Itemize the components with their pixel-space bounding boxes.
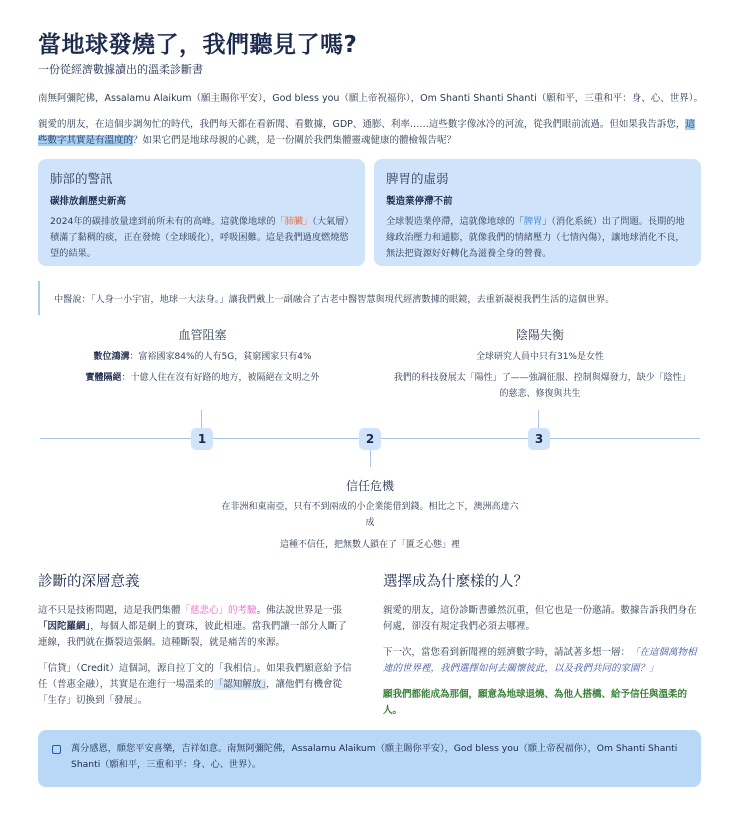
keyword-indra-net: 「因陀羅網」	[38, 621, 91, 632]
section-title: 診斷的深層意義	[38, 574, 140, 590]
text: 下一次，當您看到新聞裡的經濟數字時，請試著多想一層：	[383, 647, 631, 658]
timeline-tick	[370, 449, 371, 467]
timeline-item-2	[215, 477, 525, 553]
text: ，每個人都是網上的寶珠，彼此相連。當我們讓一部分人斷了連線，我們就在撕裂這張網。這種斷裂，就是痛苦的來源。	[38, 621, 347, 648]
note-icon	[52, 745, 61, 754]
timeline-node-1: 1	[191, 428, 213, 450]
intro-text-end: ？如果它們是地球母親的心跳，是一份關於我們集體靈魂健康的體檢報告呢？	[133, 135, 457, 146]
footer-blessing	[38, 730, 701, 787]
card-text	[50, 214, 353, 262]
timeline-node-3: 3	[528, 428, 550, 450]
card-title: 肺部的警訊	[50, 171, 113, 186]
quote-text: 中醫說：「人身一小宇宙，地球一大法身。」讓我們戴上一副融合了古老中醫智慧與現代經濟數據的眼鏡，去重新凝視我們生活的這個世界。	[54, 294, 615, 305]
card-text-after: （大氣層）積滿了黏稠的痰，正在發燒（全球暖化），呼吸困難。這是我們過度燃燒慾望的結果。	[50, 216, 350, 259]
timeline-line	[60, 349, 345, 365]
intro-highlight: 這些數字其實是有溫度的	[38, 119, 695, 146]
card-spleen-stomach	[374, 159, 701, 266]
blessing-paragraph: 南無阿彌陀佛，Assalamu Alaikum（願主賜你平安），God bless you（願上帝祝福你），Om Shanti Shanti Shanti（願和平，三重和平：身、心、世界）。	[38, 93, 703, 104]
section-paragraph: 親愛的朋友，這份診斷書雖然沉重，但它也是一份邀請。數據告訴我們身在何處，卻沒有規定我們必須去哪裡。	[383, 605, 697, 632]
text: 「信貸」（Credit）這個詞，源自拉丁文的「我相信」。如果我們願意給予信任（普惠金融），其實是在進行一場溫柔的	[38, 663, 352, 690]
keyword-cognitive-liberation: 「認知解放」	[213, 679, 267, 690]
card-text	[386, 214, 689, 262]
line-label: 數位鴻溝	[93, 352, 130, 362]
section-paragraph	[383, 645, 701, 677]
text: 這不只是技術問題，這是我們集體	[38, 605, 181, 616]
keyword-compassion: 「慈悲心」的考驗	[180, 605, 257, 616]
tcm-quote	[38, 281, 708, 315]
timeline-line: 在非洲和東南亞，只有不到兩成的小企業能借到錢。相比之下，澳洲高達六成	[221, 502, 519, 528]
timeline-title: 陰陽失衡	[515, 328, 564, 342]
line-label: 實體隔絕	[85, 373, 122, 383]
card-text-before: 2024年的碳排放量達到前所未有的高峰。這就像地球的	[50, 216, 276, 227]
timeline-tick	[201, 410, 202, 428]
text: ，讓他們有機會從「生存」切換到「發展」。	[38, 679, 343, 706]
footer-text: 萬分感恩，願您平安喜樂，吉祥如意。南無阿彌陀佛，Assalamu Alaikum（願主賜你平安），God bless you（願上帝祝福你），Om Shanti Shanti Shanti（願和平，三重和平：身、心、世界）。	[71, 743, 678, 770]
intro-paragraph	[38, 117, 703, 149]
card-title: 脾胃的虛弱	[386, 171, 449, 186]
card-subtitle: 製造業停滯不前	[386, 196, 453, 207]
timeline-line: 這種不信任，把無數人鎖在了「匱乏心態」裡	[279, 540, 460, 550]
timeline-line: 我們的科技發展太「陽性」了——強調征服、控制與爆發力，缺少「陰性」的慈悲、修復與共生	[393, 373, 687, 399]
section-paragraph	[38, 661, 356, 709]
page-subtitle: 一份從經濟數據讀出的溫柔診斷書	[38, 63, 203, 76]
keyword-lungs: 「肺臟」	[275, 216, 313, 227]
card-text-after: 」（消化系統）出了問題。長期的地緣政治壓力和通膨，就像我們的情緒壓力（七情內傷），讓地球消化不良，無法把資源好好轉化為滋養全身的營養。	[386, 216, 685, 259]
card-lungs	[38, 159, 365, 266]
closing-wish: 願我們都能成為那個，願意為地球退燒、為他人搭橋、給予信任與溫柔的人。	[383, 689, 688, 716]
section-paragraph	[38, 603, 356, 651]
timeline-line	[60, 370, 345, 386]
timeline-tick	[538, 410, 539, 428]
timeline-item-1	[60, 326, 345, 386]
line-text: ：十億人住在沒有好路的地方，被隔絕在文明之外	[121, 373, 320, 383]
timeline-title: 信任危機	[345, 479, 394, 493]
card-text-before: 全球製造業停滯，這就像地球的「	[386, 216, 524, 227]
card-subtitle: 碳排放創歷史新高	[50, 196, 127, 207]
section-title: 選擇成為什麼樣的人？	[383, 574, 528, 590]
section-deep-meaning	[38, 570, 356, 709]
timeline-title: 血管阻塞	[178, 328, 227, 342]
timeline-node-2: 2	[359, 428, 381, 450]
section-choose	[383, 570, 701, 719]
intro-text-start: 親愛的朋友，在這個步調匆忙的時代，我們每天都在看新聞、看數據，GDP、通膨、利率……這些數字像冰冷的河流，從我們眼前流過。但如果我告訴您，	[38, 119, 686, 130]
timeline-item-3	[385, 326, 695, 402]
text: 。佛法說世界是一張	[256, 605, 343, 616]
line-text: ：富裕國家84%的人有5G，貧窮國家只有4%	[129, 352, 312, 362]
keyword-spleen: 脾胃	[523, 216, 543, 227]
page-title: 當地球發燒了，我們聽見了嗎?	[38, 32, 358, 58]
timeline-line: 全球研究人員中只有31%是女性	[475, 352, 604, 362]
reflection-question: 「在這個萬物相連的世界裡，我們選擇如何去關懷彼此，以及我們共同的家園？」	[383, 647, 697, 674]
